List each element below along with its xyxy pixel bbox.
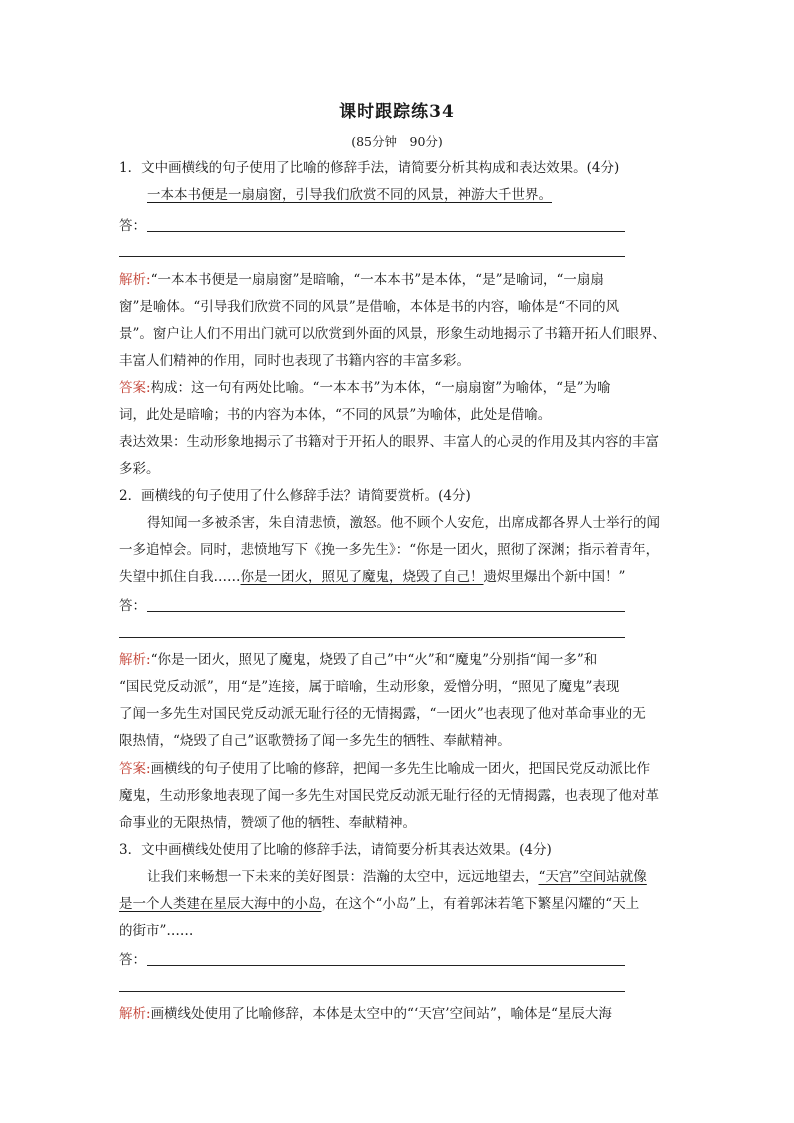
q2-answer-row <box>119 594 625 618</box>
q3-passage-pre: 让我们来畅想一下未来的美好图景：浩瀚的太空中，远远地望去， <box>147 869 539 885</box>
q3-passage-underlined-1: “天宫”空间站就像 <box>538 869 647 885</box>
q3-passage-line-3: 的街市”…… <box>119 923 194 939</box>
q1-key-text: 构成：这一句有两处比喻。“一本本书”为本体，“一扇扇窗”为喻体，“是”为喻 <box>150 380 611 396</box>
q1-analysis-text: “一本本书便是一扇扇窗”是暗喻，“一本本书”是本体，“是”是喻词，“一扇扇 <box>150 272 604 288</box>
q2-analysis-line-3: 了闻一多先生对国民党反动派无耻行径的无情揭露，“一团火”也表现了他对革命事业的无 <box>119 706 646 722</box>
q2-answer-label: 答： <box>119 598 146 614</box>
q2-passage-pre: 失望中抓住自我…… <box>119 569 241 585</box>
q3-passage-line-1 <box>147 864 717 891</box>
q2-key-line-1 <box>119 756 689 783</box>
q2-answer-rule <box>147 611 625 612</box>
q2-key-line-2: 魔鬼，生动形象地表现了闻一多先生对国民党反动派无耻行径的无情揭露，也表现了他对革 <box>119 788 659 804</box>
q1-key-line-4: 多彩。 <box>119 461 160 477</box>
q1-answer-rule <box>147 231 625 232</box>
page-title: 课时跟踪练34 <box>339 102 455 122</box>
q2-key-line-3: 命事业的无限热情，赞颂了他的牺牲、奉献精神。 <box>119 815 416 831</box>
q2-analysis-text: “你是一团火，照见了魔鬼，烧毁了自己”中“火”和“魔鬼”分别指“闻一多”和 <box>150 652 598 668</box>
q2-passage-line-2: 一多追悼会。同时，悲愤地写下《挽一多先生》：“你是一团火，照彻了深渊；指示着青年， <box>119 542 660 558</box>
q1-analysis-line-2: 窗”是喻体。“引导我们欣赏不同的风景”是借喻，本体是书的内容，喻体是“不同的风 <box>119 299 620 315</box>
q1-analysis-line-1 <box>119 267 689 294</box>
q2-passage-line-3 <box>119 564 689 591</box>
q2-blank-rule <box>119 637 625 638</box>
q3-answer-rule <box>147 965 625 966</box>
q3-analysis-text: 画横线处使用了比喻修辞，本体是太空中的“‘天宫’空间站”，喻体是“星辰大海 <box>150 1006 612 1022</box>
q2-stem: 2．画横线的句子使用了什么修辞手法？请简要赏析。(4分) <box>119 488 471 504</box>
q3-answer-row <box>119 948 625 972</box>
q1-key-line-2: 词，此处是暗喻；书的内容为本体，“不同的风景”为喻体，此处是借喻。 <box>119 407 552 423</box>
q3-blank-rule <box>119 991 625 992</box>
q2-analysis-line-1 <box>119 647 689 674</box>
q2-key-text: 画横线的句子使用了比喻的修辞，把闻一多先生比喻成一团火，把国民党反动派比作 <box>150 761 651 777</box>
q1-analysis-label: 解析: <box>119 272 151 288</box>
q3-analysis-label: 解析: <box>119 1006 151 1022</box>
q3-stem: 3．文中画横线处使用了比喻的修辞手法，请简要分析其表达效果。(4分) <box>119 842 552 858</box>
q3-passage-post: ，在这个“小岛”上，有着郭沫若笔下繁星闪耀的“天上 <box>321 896 640 912</box>
q1-analysis-line-3: 景”。窗户让人们不用出门就可以欣赏到外面的风景，形象生动地揭示了书籍开拓人们眼界、 <box>119 326 666 342</box>
page-subtitle: (85分钟 90分) <box>351 134 443 149</box>
q2-passage-underlined: 你是一团火，照见了魔鬼，烧毁了自己！ <box>240 569 484 585</box>
q3-passage-underlined-2: 是一个人类建在星辰大海中的小岛 <box>119 896 322 912</box>
q1-key-label: 答案: <box>119 380 151 396</box>
q1-stem: 1．文中画横线的句子使用了比喻的修辞手法，请简要分析其构成和表达效果。(4分) <box>119 160 620 176</box>
q3-passage-line-2 <box>119 891 689 918</box>
q1-key-line-1 <box>119 375 689 402</box>
q1-answer-label: 答： <box>119 218 146 234</box>
q2-analysis-line-2: “国民党反动派”，用“是”连接，属于暗喻，生动形象，爱憎分明，“照见了魔鬼”表现 <box>119 679 620 695</box>
q1-analysis-line-4: 丰富人们精神的作用，同时也表现了书籍内容的丰富多彩。 <box>119 353 470 369</box>
q3-answer-label: 答： <box>119 952 146 968</box>
q2-passage-post: 遗烬里爆出个新中国！” <box>483 569 626 585</box>
q1-key-line-3: 表达效果：生动形象地揭示了书籍对于开拓人的眼界、丰富人的心灵的作用及其内容的丰富 <box>119 434 659 450</box>
q2-key-label: 答案: <box>119 761 151 777</box>
q1-quote <box>147 182 717 209</box>
q1-blank-rule <box>119 256 625 257</box>
q2-passage-line-1: 得知闻一多被杀害，朱自清悲愤，激怒。他不顾个人安危，出席成都各界人士举行的闻 <box>147 515 660 531</box>
q3-analysis-line-1 <box>119 1001 689 1028</box>
q2-analysis-label: 解析: <box>119 652 151 668</box>
q2-analysis-line-4: 限热情，“烧毁了自己”讴歌赞扬了闻一多先生的牺牲、奉献精神。 <box>119 733 511 749</box>
q1-quote-underlined: 一本本书便是一扇扇窗，引导我们欣赏不同的风景，神游大千世界。 <box>147 187 552 203</box>
q1-answer-row <box>119 214 625 238</box>
